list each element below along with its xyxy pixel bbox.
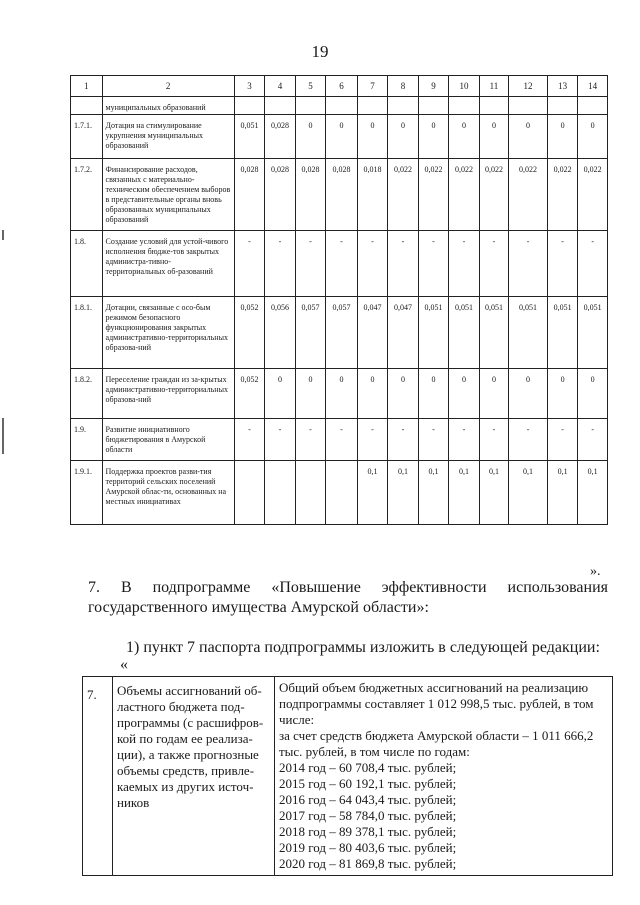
- value-cell: -: [578, 231, 608, 297]
- value-cell: [357, 97, 388, 115]
- item-content: [275, 677, 613, 876]
- table-row: [71, 369, 608, 419]
- item-label: Объемы ассигнований об-ластного бюджета под-программы (с расшифров-кой по годам ее реализа-ции), а также прогнозные объемы средств, привле-каемых из других источ-ников: [113, 677, 275, 876]
- value-cell: [265, 97, 296, 115]
- budget-line: числе:: [279, 712, 315, 727]
- budget-line: 2014 год – 60 708,4 тыс. рублей;: [279, 760, 457, 775]
- row-description: Переселение граждан из за-крытых административно-территориальных образова-ний: [102, 369, 234, 419]
- value-cell: 0: [418, 369, 449, 419]
- value-cell: 0: [357, 115, 388, 159]
- value-cell: -: [547, 231, 578, 297]
- budget-line: Общий объем бюджетных ассигнований на реализацию: [279, 680, 589, 695]
- value-cell: 0,1: [578, 461, 608, 525]
- value-cell: 0,1: [418, 461, 449, 525]
- value-cell: [295, 461, 326, 525]
- budget-line: 2016 год – 64 043,4 тыс. рублей;: [279, 792, 457, 807]
- value-cell: [578, 97, 608, 115]
- value-cell: [234, 97, 265, 115]
- table-header-row: [71, 76, 608, 97]
- value-cell: 0,1: [449, 461, 480, 525]
- value-cell: -: [578, 419, 608, 461]
- value-cell: 0: [265, 369, 296, 419]
- value-cell: -: [388, 231, 419, 297]
- column-header: 10: [449, 76, 480, 97]
- row-code: 1.8.2.: [71, 369, 103, 419]
- table-row: [71, 231, 608, 297]
- value-cell: 0,028: [295, 159, 326, 231]
- value-cell: -: [295, 419, 326, 461]
- table-row: [71, 97, 608, 115]
- value-cell: -: [265, 231, 296, 297]
- value-cell: 0,022: [388, 159, 419, 231]
- value-cell: [509, 97, 548, 115]
- value-cell: 0,022: [479, 159, 508, 231]
- column-header: 2: [102, 76, 234, 97]
- row-description: Финансирование расходов, связанных с материально-техническим обеспечением выборов в представительные органы вновь образованных муниципальных образований: [102, 159, 234, 231]
- value-cell: -: [234, 231, 265, 297]
- paragraph-7-line1: 7. В подпрограмме «Повышение эффективности использования: [88, 579, 608, 596]
- item-number: 7.: [83, 677, 113, 876]
- passport-row: [83, 677, 613, 876]
- value-cell: 0,057: [295, 297, 326, 369]
- column-header: 11: [479, 76, 508, 97]
- column-header: 9: [418, 76, 449, 97]
- table-row: [71, 419, 608, 461]
- value-cell: 0,056: [265, 297, 296, 369]
- value-cell: [388, 97, 419, 115]
- value-cell: 0: [449, 369, 480, 419]
- value-cell: 0,022: [578, 159, 608, 231]
- row-code: 1.8.1.: [71, 297, 103, 369]
- value-cell: 0: [547, 369, 578, 419]
- column-header: 1: [71, 76, 103, 97]
- value-cell: -: [357, 419, 388, 461]
- value-cell: 0,028: [265, 115, 296, 159]
- value-cell: 0,052: [234, 297, 265, 369]
- value-cell: 0,057: [326, 297, 358, 369]
- value-cell: 0: [388, 369, 419, 419]
- value-cell: -: [449, 231, 480, 297]
- value-cell: 0,047: [357, 297, 388, 369]
- value-cell: -: [418, 419, 449, 461]
- page-number: 19: [311, 42, 329, 61]
- value-cell: 0,028: [265, 159, 296, 231]
- budget-line: за счет средств бюджета Амурской области – 1 011 666,2: [279, 728, 594, 743]
- closing-quote: ».: [590, 564, 601, 579]
- column-header: 5: [295, 76, 326, 97]
- value-cell: [449, 97, 480, 115]
- value-cell: 0,022: [547, 159, 578, 231]
- table-row: [71, 461, 608, 525]
- passport-item-table: [82, 676, 613, 876]
- indicators-table: [70, 75, 608, 525]
- value-cell: [234, 461, 265, 525]
- paragraph-1: 1) пункт 7 паспорта подпрограммы изложить в следующей редакции:: [126, 639, 600, 656]
- value-cell: 0: [578, 115, 608, 159]
- value-cell: 0: [509, 369, 548, 419]
- budget-line: 2015 год – 60 192,1 тыс. рублей;: [279, 776, 457, 791]
- value-cell: 0: [509, 115, 548, 159]
- value-cell: [418, 97, 449, 115]
- budget-line: 2020 год – 81 869,8 тыс. рублей;: [279, 856, 457, 871]
- value-cell: 0,051: [547, 297, 578, 369]
- column-header: 14: [578, 76, 608, 97]
- value-cell: -: [509, 419, 548, 461]
- value-cell: [326, 461, 358, 525]
- value-cell: -: [547, 419, 578, 461]
- value-cell: 0: [578, 369, 608, 419]
- value-cell: -: [418, 231, 449, 297]
- row-description: Дотация на стимулирование укрупнения муниципальных образований: [102, 115, 234, 159]
- column-header: 3: [234, 76, 265, 97]
- value-cell: 0,028: [234, 159, 265, 231]
- value-cell: 0,1: [388, 461, 419, 525]
- value-cell: 0,018: [357, 159, 388, 231]
- value-cell: [265, 461, 296, 525]
- value-cell: 0,022: [449, 159, 480, 231]
- value-cell: -: [234, 419, 265, 461]
- value-cell: 0,051: [509, 297, 548, 369]
- scan-artifact: [2, 230, 4, 240]
- value-cell: [326, 97, 358, 115]
- paragraph-7-line2: государственного имущества Амурской области»:: [88, 599, 429, 616]
- value-cell: 0: [326, 115, 358, 159]
- row-description: Создание условий для устой-чивого исполнения бюдже-тов закрытых администра-тивно-территориальных об-разований: [102, 231, 234, 297]
- row-description: муниципальных образований: [102, 97, 234, 115]
- scan-artifact: [2, 418, 4, 454]
- value-cell: 0,051: [234, 115, 265, 159]
- value-cell: -: [479, 231, 508, 297]
- value-cell: [547, 97, 578, 115]
- value-cell: 0,051: [418, 297, 449, 369]
- row-description: Дотации, связанные с осо-бым режимом безопасного функционирования закрытых административно-территориальных образова-ний: [102, 297, 234, 369]
- value-cell: 0: [479, 369, 508, 419]
- value-cell: 0,051: [578, 297, 608, 369]
- budget-line: 2019 год – 80 403,6 тыс. рублей;: [279, 840, 457, 855]
- row-description: Поддержка проектов разви-тия территорий сельских поселений Амурской облас-ти, основанных на местных инициативах: [102, 461, 234, 525]
- row-code: 1.7.2.: [71, 159, 103, 231]
- value-cell: -: [326, 419, 358, 461]
- value-cell: 0: [479, 115, 508, 159]
- column-header: 13: [547, 76, 578, 97]
- value-cell: [479, 97, 508, 115]
- value-cell: 0,022: [418, 159, 449, 231]
- value-cell: 0,047: [388, 297, 419, 369]
- value-cell: -: [479, 419, 508, 461]
- budget-line: 2018 год – 89 378,1 тыс. рублей;: [279, 824, 457, 839]
- value-cell: 0,028: [326, 159, 358, 231]
- budget-line: подпрограммы составляет 1 012 998,5 тыс. рублей, в том: [279, 696, 594, 711]
- value-cell: 0: [547, 115, 578, 159]
- value-cell: -: [265, 419, 296, 461]
- value-cell: 0,022: [509, 159, 548, 231]
- table-row: [71, 297, 608, 369]
- value-cell: 0,1: [357, 461, 388, 525]
- table-row: [71, 159, 608, 231]
- row-code: 1.8.: [71, 231, 103, 297]
- value-cell: 0,051: [479, 297, 508, 369]
- budget-line: тыс. рублей, в том числе по годам:: [279, 744, 470, 759]
- row-code: 1.9.1.: [71, 461, 103, 525]
- value-cell: 0,052: [234, 369, 265, 419]
- value-cell: -: [357, 231, 388, 297]
- row-code: 1.9.: [71, 419, 103, 461]
- value-cell: 0: [295, 115, 326, 159]
- budget-line: 2017 год – 58 784,0 тыс. рублей;: [279, 808, 457, 823]
- column-header: 12: [509, 76, 548, 97]
- column-header: 8: [388, 76, 419, 97]
- column-header: 7: [357, 76, 388, 97]
- value-cell: 0,1: [479, 461, 508, 525]
- table-row: [71, 115, 608, 159]
- value-cell: 0,051: [449, 297, 480, 369]
- value-cell: 0: [449, 115, 480, 159]
- opening-quote: «: [120, 656, 128, 673]
- value-cell: 0: [388, 115, 419, 159]
- value-cell: -: [449, 419, 480, 461]
- row-code: [71, 97, 103, 115]
- value-cell: -: [388, 419, 419, 461]
- row-code: 1.7.1.: [71, 115, 103, 159]
- row-description: Развитие инициативного бюджетирования в Амурской области: [102, 419, 234, 461]
- value-cell: -: [509, 231, 548, 297]
- column-header: 4: [265, 76, 296, 97]
- value-cell: 0: [418, 115, 449, 159]
- value-cell: -: [326, 231, 358, 297]
- value-cell: -: [295, 231, 326, 297]
- value-cell: 0: [295, 369, 326, 419]
- value-cell: 0: [357, 369, 388, 419]
- value-cell: 0,1: [509, 461, 548, 525]
- column-header: 6: [326, 76, 358, 97]
- value-cell: 0: [326, 369, 358, 419]
- value-cell: [295, 97, 326, 115]
- value-cell: 0,1: [547, 461, 578, 525]
